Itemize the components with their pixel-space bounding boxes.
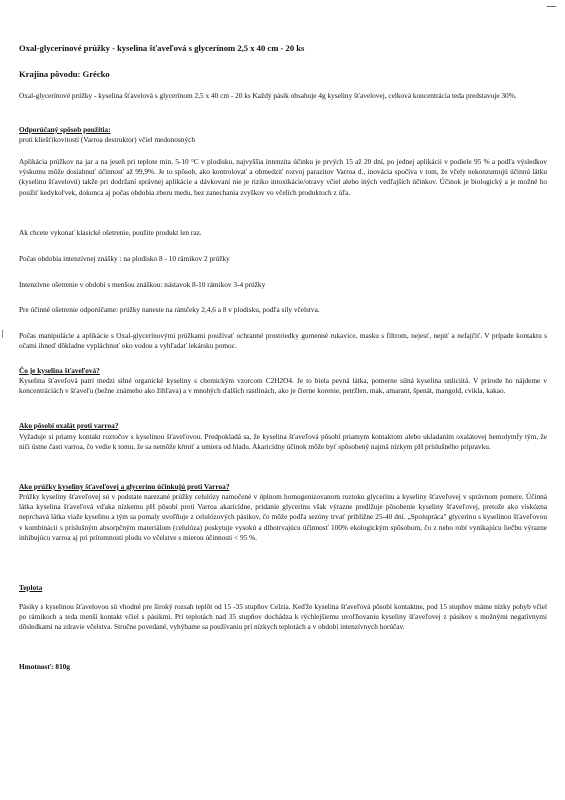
how-heading: Ako pôsobí oxalát proti varroa?	[19, 421, 119, 430]
recommended-treatment: Pre účinné ošetrenie odporúčame: prúžky naneste na rámčeky 2,4,6 a 8 v plodisku, podľa sily včelstva.	[19, 305, 320, 314]
origin-line: Krajina pôvodu: Grécko	[19, 69, 110, 79]
temperature-paragraph: Pásiky s kyselinou šťavelovou sú vhodné pre široký rozsah teplôt od 15 -35 stupňov Celzia. Keďže kyselina šťaveľová pôsobí kontaktne, pod 15 stupňov máme nízky pohyb včiel po rámikoch a teda menší kontakt včiel s pásikmi. Pri teplotách nad 35 stupňov dochádza k rýchlejšiemu uvoľňovaniu kyseliny šťaveľovej z pásikov s možnými negatívnymi dôsledkami na zdravie včelstva. Stručne povedané, vyhýbame sa používaniu pri nízkych teplotách a v období intenzívnych horúčav.	[19, 602, 547, 632]
what-paragraph: Kyselina šťaveľová patrí medzi silné organické kyseliny s chemickým vzorcom C2H2O4. Je to biela pevná látka, pomerne silná kyselina unliciitá. V prírode ho nájdeme v koncentráciách v šťaveľu (bežne známeho ako žihľava) a v mnohých ďalších rastlinách, ako je čierne korenie, petržlen, mak, amarant, špenát, mangold, cvikla, kakao.	[19, 376, 547, 396]
intensive-treatment: Intenzívne ošetrenie v období s menšou znáškou: nástavok 8-10 rámikov 3-4 prúžky	[19, 280, 266, 289]
how-paragraph: Vyžaduje si priamy kontakt roztočov s kyselinou šťaveľovou. Predpokladá sa, že kyselina šťaveľová pôsobí priamym kontaktom alebo ukladaním oxalátovej hemolymfy tým, že niči ústne časti varroa, čo vedie k tomu, že sa nemôže kŕmiť a umiera od hladu. Akaricídny účinok môže byť spôsobený najmä nízkym pH príslušného prípravku.	[19, 432, 547, 452]
classic-treatment: Ak chcete vykonať klasické ošetrenie, použite produkt len raz.	[19, 228, 202, 237]
usage-heading: Odporúčaný spôsob použitia:	[19, 125, 111, 134]
usage-subtitle: proti kliešťikovitosti (Varroa destruktor) včiel medonosných	[19, 135, 195, 144]
usage-paragraph: Aplikácia prúžkov na jar a na jeseň pri teplote min. 5-10 °C v plodisku, najvyššia intenzita účinku je prvých 15 až 20 dní, po jednej aplikácii v podiele 95 % a podľa výsledkov výskumu môže dosiahnuť účinnosť až 99,9%. Je to spôsob, ako kontrolovať a obmedziť rozvoj parazitov Varroa d., inovácia spočíva v tom, že včely nekonzumujú účinnú látku (kyselinu šťavelovú) takže pri dodržaní správnej aplikácie a dávkovaní nie je riziko intoxikácie/otravy včiel alebo iných vedľajších účinkov. Účinok je biologický a je možné ho použiť kedykoľvek, dokonca aj počas obdobia zberu medu, bez zanechania zvyškov vo včelích produktoch z úľa.	[19, 157, 547, 197]
intro-paragraph: Oxal-glycerínové prúžky - kyselina šťavelová s glycerínom 2,5 x 40 cm - 20 ks Každý pásik obsahuje 4g kyseliny šťavelovej, celková koncentrácia teda predstavuje 30%.	[19, 91, 517, 100]
temperature-heading: Teplota	[19, 583, 43, 592]
weight-line: Hmotnosť: 810g	[19, 662, 71, 671]
document-title: Oxal-glycerínové prúžky - kyselina šťaveľová s glycerínom 2,5 x 40 cm - 20 ks	[19, 43, 305, 53]
scan-edge-mark	[2, 330, 3, 338]
what-heading: Čo je kyselina šťaveľová?	[19, 366, 100, 375]
strips-heading: Ako prúžky kyseliny šťaveľovej a glycerínu účinkujú proti Varroa?	[19, 482, 230, 491]
scan-corner-mark	[547, 6, 556, 7]
strips-paragraph: Prúžky kyseliny šťaveľovej sú v podstate narezané prúžky celulózy namočené v úplnom homogenizovanom roztoku glycerínu a kyseliny šťaveľovej v správnom pomere. Účinná látka kyselina šťaveľová vďaka nízkemu pH pôsobí proti Varroa akaricídne, pridanie glycerínu však výrazne predlžuje pôsobenie kyseliny šťaveľovej, pretože ako viskózna neprchavá látka viaže kyselinu a tým sa pomaly uvoľňuje z celulózových pásikov, čo môže podľa sezóny trvať približne 25-40 dní. „Spolupráca" glycerínu s kyselinou šťaveľovou v kombinácii s príslušným absorpčným materiálom (celulóza) poskytuje vysokú a dlhotrvajúcu účinnosť 100% ekologickým spôsobom, čo z neho robí vynikajúcu liečbu výrazne inhibujúcu varroa aj pri prítomnosti plodu vo včelstve s mierou účinnosti < 95 %.	[19, 492, 547, 542]
safety-paragraph: Počas manipulácie a aplikácie s Oxal-glycerínovými prúžkami používať ochranné prostriedky gumenné rukavice, masku s filtrom, nejesť, nepiť a nefajčiť. V prípade kontaktu s očami ihneď dôkladne vypláchnuť oko vodou a vyhľadať lekársku pomoc.	[19, 331, 547, 351]
intensive-period: Počas obdobia intenzívnej znášky : na plodisko 8 - 10 rámikov 2 prúžky	[19, 254, 230, 263]
